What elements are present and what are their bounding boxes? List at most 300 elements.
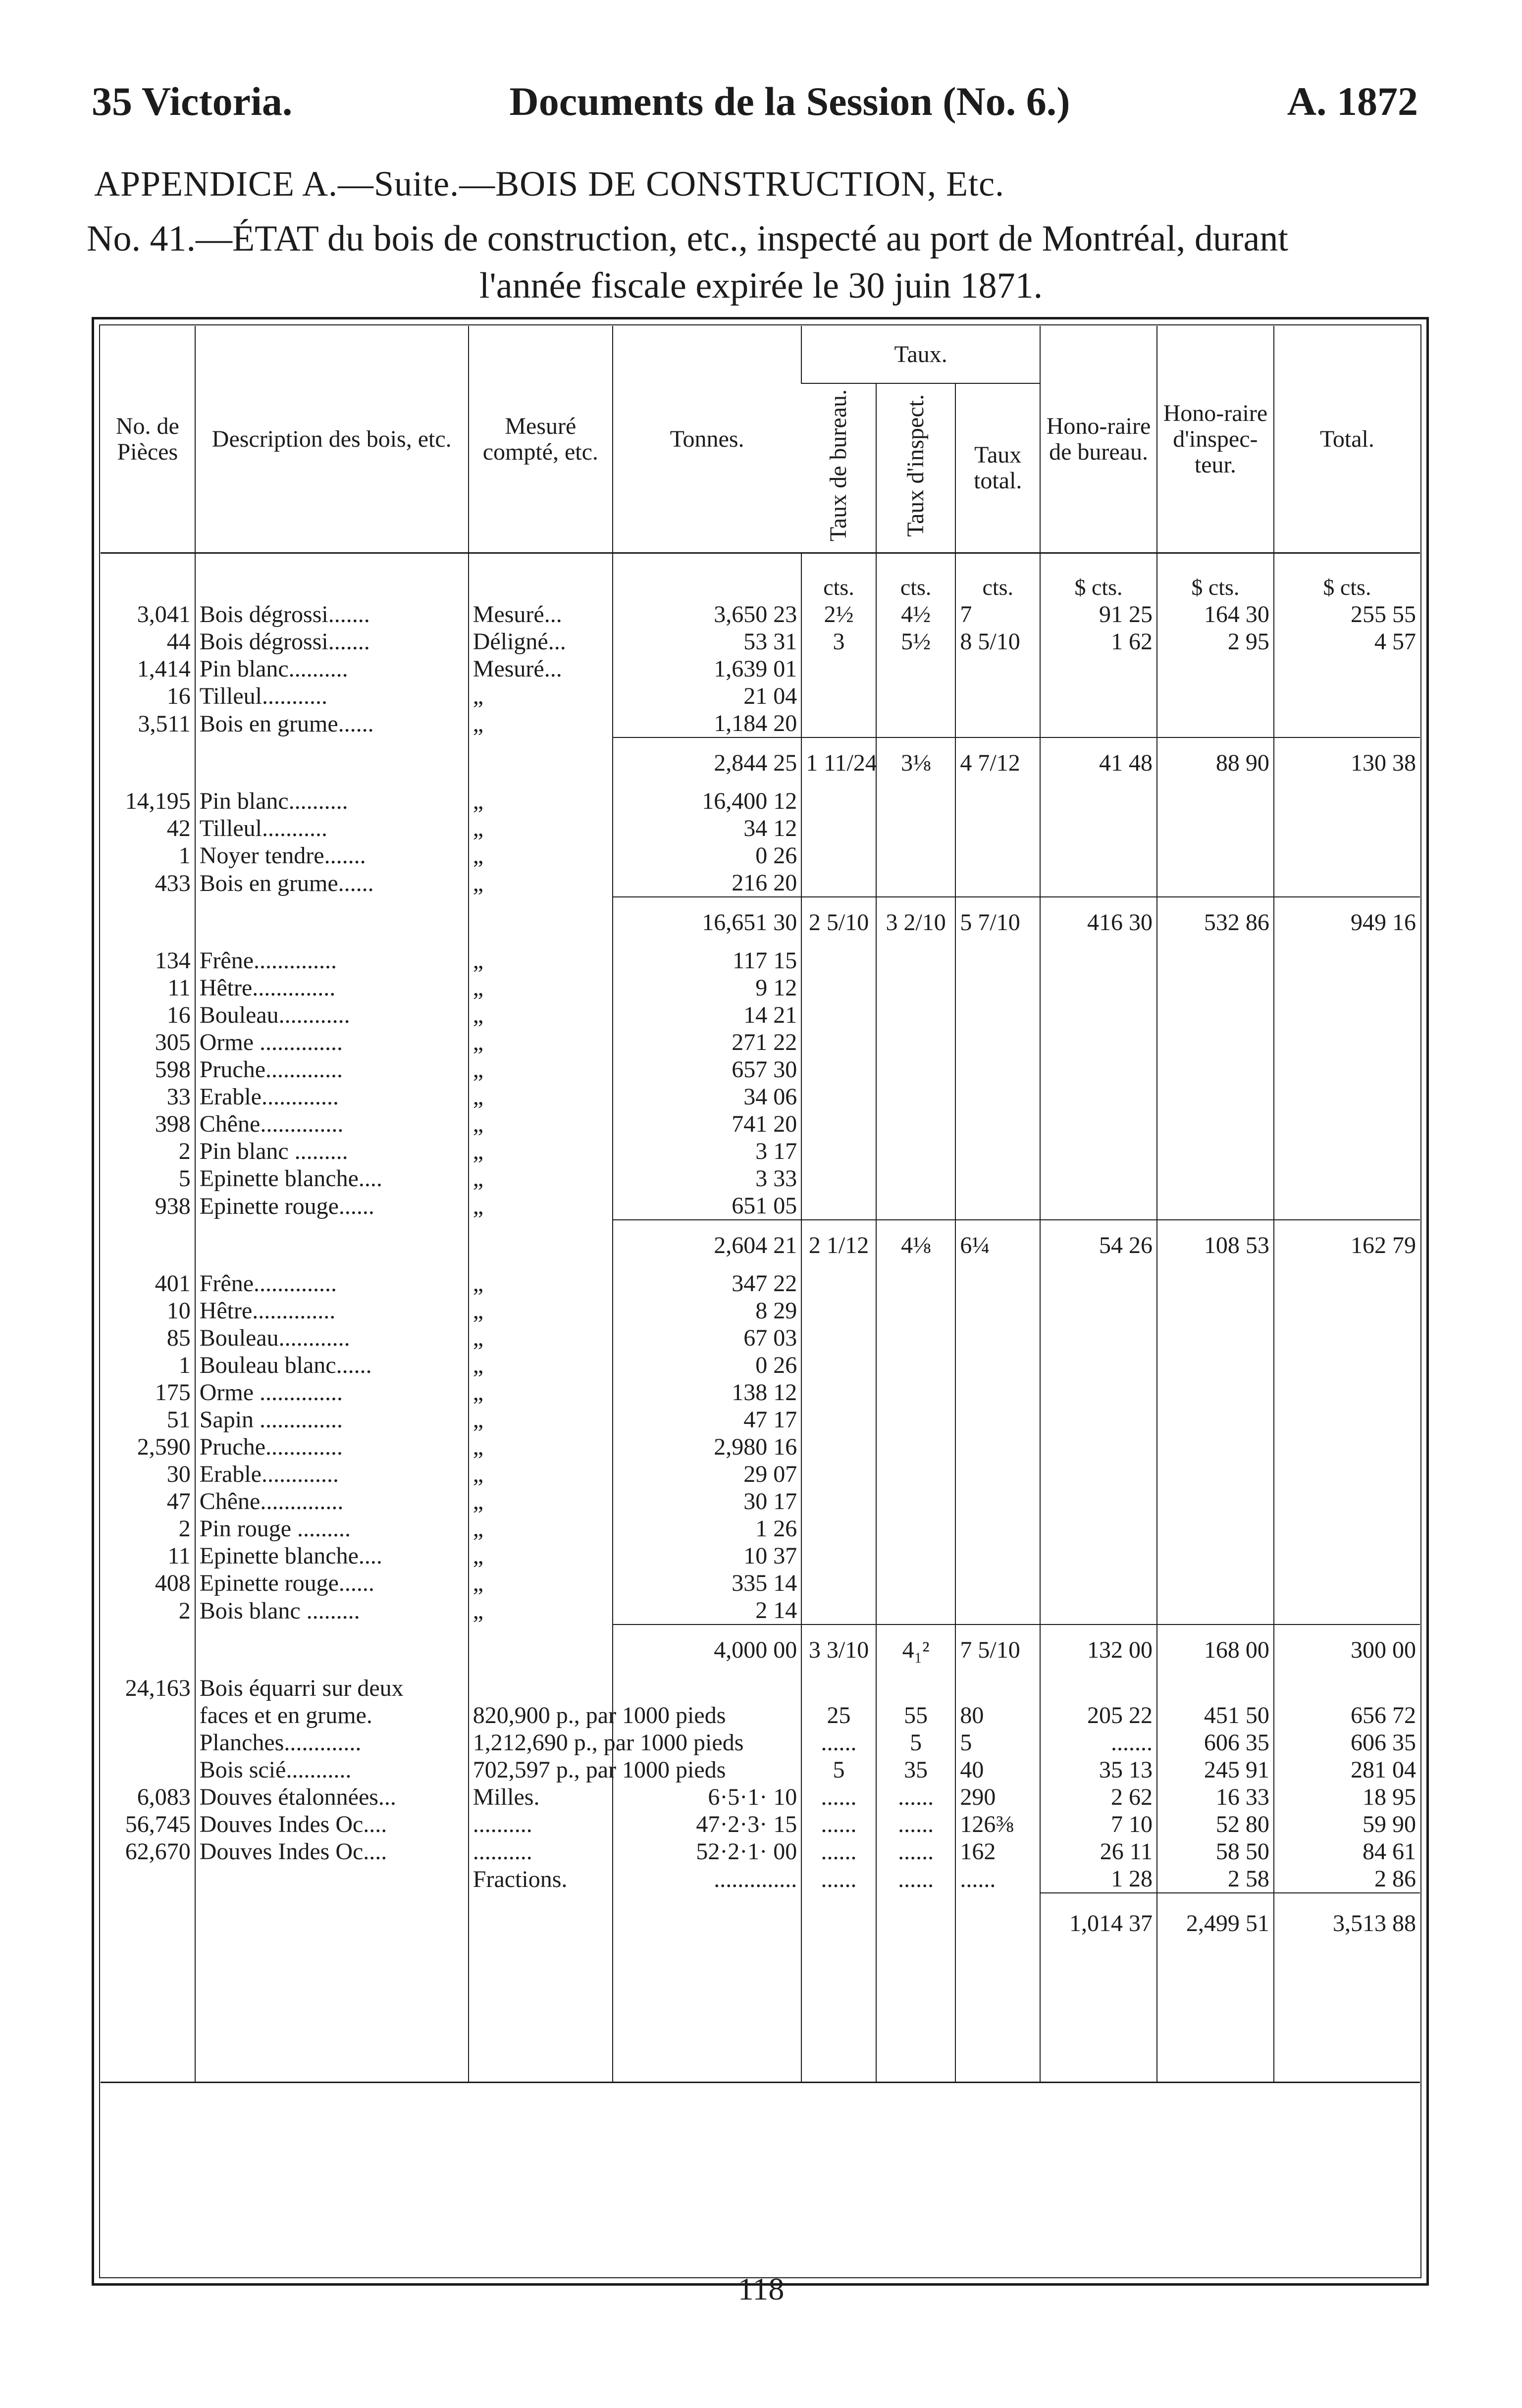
cell-no-pieces: 2 [178, 1516, 191, 1542]
cell-hon-inspecteur: 532 86 [1157, 897, 1274, 947]
cell-taux-bureau: 2 1/12 [801, 1220, 876, 1270]
cell-hon-inspecteur [1157, 1297, 1274, 1324]
cell-mesure: „ [469, 869, 613, 897]
empty-cell [955, 1893, 1040, 1953]
cell-mesure: Milles. [469, 1783, 613, 1811]
cell-taux-bureau [801, 1165, 876, 1192]
cell-hon-inspecteur: 451 50 [1157, 1702, 1274, 1729]
cell-taux-inspect [876, 1515, 956, 1542]
cell-description: Epinette blanche.... [195, 1542, 469, 1570]
cell-hon-bureau: 416 30 [1040, 897, 1157, 947]
cell-taux-bureau [801, 1029, 876, 1056]
cell-taux-total [955, 1379, 1040, 1406]
cell-taux-inspect [876, 1001, 956, 1029]
cell-taux-total [955, 974, 1040, 1001]
cell-no-pieces: 56,745 [125, 1811, 191, 1837]
cell-tonnes: 29 07 [613, 1461, 801, 1488]
cell-tonnes: 216 20 [613, 869, 801, 897]
cell-taux-inspect: 4⅛ [876, 1220, 956, 1270]
cell-description: Pin blanc ......... [195, 1138, 469, 1165]
cell-taux-total: 8 5/10 [955, 628, 1040, 655]
cell-hon-bureau [1040, 710, 1157, 737]
cell-mesure: „ [469, 1270, 613, 1297]
cell-taux-bureau [801, 1110, 876, 1138]
cell-mesure: 820,900 p., par 1000 pieds [469, 1702, 613, 1729]
cell-taux-bureau [801, 1515, 876, 1542]
header-right: A. 1872 [1287, 79, 1418, 124]
cell-taux-bureau [801, 1461, 876, 1488]
cell-mesure: „ [469, 947, 613, 974]
cell-total [1274, 1192, 1420, 1220]
cell-taux-inspect: ...... [876, 1865, 956, 1893]
cell-tonnes: 1 26 [613, 1515, 801, 1542]
header-left: 35 Victoria. [92, 79, 293, 124]
cell-total [1274, 815, 1420, 842]
cell-description: Frêne.............. [195, 1270, 469, 1297]
cell-taux-inspect [876, 1488, 956, 1515]
cell-no-pieces: 598 [155, 1056, 191, 1083]
cell-taux-total [955, 1570, 1040, 1597]
col-hon-inspecteur: Hono-raire d'inspec-teur. [1157, 326, 1274, 553]
empty-cell [469, 1953, 613, 2083]
cell-description: Bois équarri sur deux [195, 1675, 469, 1702]
cell-total [1274, 1270, 1420, 1297]
cell-description [195, 897, 469, 947]
cell-mesure: „ [469, 1056, 613, 1083]
cell-taux-inspect: ...... [876, 1783, 956, 1811]
page-header [92, 74, 1418, 129]
cell-description: Tilleul........... [195, 682, 469, 710]
cell-taux-bureau [801, 1297, 876, 1324]
cell-no-pieces: 408 [155, 1570, 191, 1596]
cell-hon-bureau [1040, 1352, 1157, 1379]
cell-taux-total [955, 1675, 1040, 1702]
cell-hon-inspecteur: 164 30 [1157, 601, 1274, 628]
cell-description: Pin blanc.......... [195, 787, 469, 815]
table-row [101, 1811, 1420, 1838]
col-tonnes: Tonnes. [613, 326, 801, 553]
cell-description [195, 737, 469, 787]
cell-taux-bureau [801, 1083, 876, 1110]
table-row [101, 869, 1420, 897]
cell-description: Frêne.............. [195, 947, 469, 974]
cell-hon-inspecteur [1157, 710, 1274, 737]
empty-cell [876, 1893, 956, 1953]
cell-taux-bureau [801, 842, 876, 869]
cell-description: Epinette rouge...... [195, 1570, 469, 1597]
cell-description [195, 1624, 469, 1675]
cell-hon-bureau [1040, 1001, 1157, 1029]
table-title-line-2: l'année fiscale expirée le 30 juin 1871. [479, 265, 1043, 306]
empty-cell [469, 1893, 613, 1953]
table-row [101, 1297, 1420, 1324]
cell-mesure: „ [469, 1138, 613, 1165]
cell-description: Douves Indes Oc.... [195, 1838, 469, 1865]
cell-no-pieces: 398 [155, 1111, 191, 1137]
cell-hon-bureau [1040, 1270, 1157, 1297]
cell-tonnes: 14 21 [613, 1001, 801, 1029]
table-row [101, 710, 1420, 737]
cell-no-pieces: 10 [166, 1298, 191, 1324]
cell-hon-inspecteur [1157, 1138, 1274, 1165]
cell-hon-inspecteur [1157, 1056, 1274, 1083]
cell-tonnes: 6·5·1· 10 [613, 1783, 801, 1811]
cell-taux-total [955, 682, 1040, 710]
table-row [101, 1379, 1420, 1406]
cell-taux-bureau: 2 5/10 [801, 897, 876, 947]
cell-taux-inspect [876, 974, 956, 1001]
cell-total [1274, 1515, 1420, 1542]
cell-description: Erable............. [195, 1083, 469, 1110]
cell-description: Bois en grume...... [195, 869, 469, 897]
cell-hon-inspecteur: 52 80 [1157, 1811, 1274, 1838]
cell-mesure: „ [469, 682, 613, 710]
cell-hon-bureau [1040, 682, 1157, 710]
cell-mesure: „ [469, 1029, 613, 1056]
cell-tonnes: 347 22 [613, 1270, 801, 1297]
cell-taux-total [955, 1165, 1040, 1192]
cell-description: Epinette rouge...... [195, 1192, 469, 1220]
cell-total: 949 16 [1274, 897, 1420, 947]
cell-taux-total [955, 787, 1040, 815]
cell-taux-inspect: 55 [876, 1702, 956, 1729]
cell-mesure: „ [469, 1110, 613, 1138]
cell-no-pieces [101, 1756, 195, 1783]
empty-cell [876, 1953, 956, 2083]
cell-hon-bureau: 54 26 [1040, 1220, 1157, 1270]
cell-hon-bureau: 91 25 [1040, 601, 1157, 628]
cell-description: Pin blanc.......... [195, 655, 469, 682]
cell-hon-bureau [1040, 947, 1157, 974]
empty-cell [955, 1953, 1040, 2083]
cell-taux-bureau [801, 1001, 876, 1029]
cell-taux-inspect [876, 682, 956, 710]
cell-taux-bureau [801, 1675, 876, 1702]
cell-taux-bureau [801, 1192, 876, 1220]
cell-mesure: „ [469, 974, 613, 1001]
cell-no-pieces: 175 [155, 1379, 191, 1406]
cell-total: 84 61 [1274, 1838, 1420, 1865]
cell-total [1274, 1056, 1420, 1083]
subtotal-row [101, 737, 1420, 787]
cell-taux-total [955, 1433, 1040, 1461]
cell-hon-bureau [1040, 1110, 1157, 1138]
appendix-title: APPENDICE A.—Suite.—BOIS DE CONSTRUCTION, Etc. [94, 164, 1005, 204]
cell-mesure [469, 1624, 613, 1675]
col-description: Description des bois, etc. [195, 326, 469, 553]
cell-hon-inspecteur: 108 53 [1157, 1220, 1274, 1270]
cell-hon-bureau [1040, 1488, 1157, 1515]
cell-hon-inspecteur [1157, 1192, 1274, 1220]
cell-taux-inspect: ...... [876, 1838, 956, 1865]
cell-tonnes: 117 15 [613, 947, 801, 974]
cell-taux-inspect: 3 2/10 [876, 897, 956, 947]
cell-hon-bureau [1040, 1515, 1157, 1542]
cell-mesure: 702,597 p., par 1000 pieds [469, 1756, 613, 1783]
cell-no-pieces: 433 [155, 870, 191, 896]
cell-taux-total: 80 [955, 1702, 1040, 1729]
cell-total [1274, 1406, 1420, 1433]
cell-taux-inspect [876, 1324, 956, 1352]
cell-taux-total [955, 1083, 1040, 1110]
cell-description: Noyer tendre....... [195, 842, 469, 869]
col-no-pieces: No. de Pièces [115, 413, 179, 465]
cell-no-pieces: 42 [166, 815, 191, 841]
cell-total [1274, 655, 1420, 682]
cell-tonnes: 10 37 [613, 1542, 801, 1570]
cell-taux-total [955, 655, 1040, 682]
cell-taux-inspect [876, 1542, 956, 1570]
empty-cell [195, 1953, 469, 2083]
cell-no-pieces: 6,083 [137, 1784, 191, 1810]
cell-tonnes: 52·2·1· 00 [613, 1838, 801, 1865]
cell-tonnes: 34 12 [613, 815, 801, 842]
cell-no-pieces: 16 [166, 683, 191, 709]
cell-hon-inspecteur [1157, 655, 1274, 682]
cell-taux-inspect: 5½ [876, 628, 956, 655]
cell-total: 130 38 [1274, 737, 1420, 787]
cell-description: Bouleau............ [195, 1001, 469, 1029]
col-total: Total. [1274, 326, 1420, 553]
cell-mesure: „ [469, 1406, 613, 1433]
cell-hon-bureau [1040, 1433, 1157, 1461]
cell-total: 162 79 [1274, 1220, 1420, 1270]
table-footer-blank [101, 2083, 1420, 2252]
cell-no-pieces: 401 [155, 1270, 191, 1297]
cell-hon-bureau: 7 10 [1040, 1811, 1157, 1838]
cell-description: Bois en grume...... [195, 710, 469, 737]
cell-no-pieces: 3,041 [137, 601, 191, 628]
header-center: Documents de la Session (No. 6.) [509, 79, 1070, 124]
cell-no-pieces: 3,511 [138, 710, 191, 737]
empty-cell [101, 2083, 1420, 2252]
cell-tonnes: 2,844 25 [613, 737, 801, 787]
cell-taux-bureau [801, 1406, 876, 1433]
cell-hon-bureau: 35 13 [1040, 1756, 1157, 1783]
cell-mesure: „ [469, 815, 613, 842]
cell-tonnes: 0 26 [613, 1352, 801, 1379]
cell-taux-bureau: 25 [801, 1702, 876, 1729]
cell-hon-inspecteur [1157, 1406, 1274, 1433]
table-row [101, 1110, 1420, 1138]
cell-no-pieces: 11 [167, 975, 191, 1001]
cell-hon-inspecteur [1157, 1110, 1274, 1138]
cell-description: Orme .............. [195, 1029, 469, 1056]
cell-mesure [469, 1220, 613, 1270]
cell-hon-inspecteur: 606 35 [1157, 1729, 1274, 1756]
cell-mesure: „ [469, 1461, 613, 1488]
cell-mesure: „ [469, 1597, 613, 1624]
cell-taux-total [955, 1324, 1040, 1352]
cell-taux-total: 5 7/10 [955, 897, 1040, 947]
cell-tonnes: 8 29 [613, 1297, 801, 1324]
cell-total: 300 00 [1274, 1624, 1420, 1675]
empty-cell [1157, 1953, 1274, 2083]
table-row [101, 1433, 1420, 1461]
empty-cell [101, 1953, 195, 2083]
table-row [101, 1729, 1420, 1756]
cell-total [1274, 1083, 1420, 1110]
cell-taux-total [955, 815, 1040, 842]
empty-cell [101, 1893, 195, 1953]
cell-total [1274, 1488, 1420, 1515]
cell-taux-bureau [801, 1324, 876, 1352]
cell-taux-bureau [801, 1488, 876, 1515]
cell-taux-total [955, 1192, 1040, 1220]
cell-taux-total: 7 5/10 [955, 1624, 1040, 1675]
cell-taux-bureau [801, 974, 876, 1001]
cell-tonnes: 2,604 21 [613, 1220, 801, 1270]
cell-hon-bureau [1040, 1297, 1157, 1324]
col-mesure: Mesuré compté, etc. [469, 326, 613, 553]
cell-description: Chêne.............. [195, 1110, 469, 1138]
cell-taux-bureau [801, 815, 876, 842]
table-row [101, 1570, 1420, 1597]
cell-taux-inspect [876, 1297, 956, 1324]
cell-taux-total [955, 947, 1040, 974]
cell-tonnes: 53 31 [613, 628, 801, 655]
cell-tonnes: 2,980 16 [613, 1433, 801, 1461]
cell-total [1274, 1433, 1420, 1461]
cell-mesure: „ [469, 1165, 613, 1192]
cell-tonnes: 2 14 [613, 1597, 801, 1624]
cell-tonnes: 34 06 [613, 1083, 801, 1110]
cell-hon-bureau [1040, 787, 1157, 815]
cell-description: Pruche............. [195, 1056, 469, 1083]
empty-cell [1040, 1953, 1157, 2083]
cell-description: Bois dégrossi....... [195, 628, 469, 655]
unit-cts: cts. [876, 574, 956, 601]
cell-taux-inspect [876, 787, 956, 815]
cell-taux-total: 4 7/12 [955, 737, 1040, 787]
cell-taux-bureau [801, 1270, 876, 1297]
cell-taux-bureau [801, 1352, 876, 1379]
cell-taux-bureau [801, 1597, 876, 1624]
cell-taux-inspect [876, 1406, 956, 1433]
cell-tonnes: 47·2·3· 15 [613, 1811, 801, 1838]
cell-hon-inspecteur [1157, 1379, 1274, 1406]
cell-taux-total [955, 1270, 1040, 1297]
cell-hon-bureau [1040, 842, 1157, 869]
cell-taux-bureau: ...... [801, 1838, 876, 1865]
cell-hon-bureau [1040, 1675, 1157, 1702]
page-number: 118 [737, 2271, 785, 2306]
cell-tonnes: 16,400 12 [613, 787, 801, 815]
table-row [101, 1542, 1420, 1570]
cell-mesure: „ [469, 1570, 613, 1597]
cell-no-pieces: 44 [166, 628, 191, 655]
cell-no-pieces: 1 [178, 842, 191, 869]
cell-taux-inspect [876, 655, 956, 682]
cell-taux-total [955, 869, 1040, 897]
cell-taux-total [955, 1001, 1040, 1029]
cell-taux-bureau [801, 1570, 876, 1597]
table-row [101, 842, 1420, 869]
cell-taux-inspect [876, 1110, 956, 1138]
grand-total: 3,513 88 [1274, 1893, 1420, 1953]
table-row [101, 947, 1420, 974]
cell-hon-bureau [1040, 1461, 1157, 1488]
table-row [101, 1406, 1420, 1433]
cell-mesure [469, 897, 613, 947]
cell-mesure: .......... [469, 1811, 613, 1838]
cell-hon-bureau [1040, 974, 1157, 1001]
cell-total [1274, 1542, 1420, 1570]
cell-taux-bureau: 3 [801, 628, 876, 655]
col-taux-bureau: Taux de bureau. [801, 383, 876, 553]
table-row [101, 655, 1420, 682]
cell-hon-inspecteur [1157, 1461, 1274, 1488]
cell-taux-inspect [876, 947, 956, 974]
table-title-line-1: No. 41.—ÉTAT du bois de construction, etc., inspecté au port de Montréal, durant [87, 218, 1288, 259]
cell-taux-bureau: ...... [801, 1811, 876, 1838]
cell-hon-inspecteur [1157, 869, 1274, 897]
cell-tonnes: 1,639 01 [613, 655, 801, 682]
cell-hon-bureau: 41 48 [1040, 737, 1157, 787]
cell-no-pieces: 33 [166, 1084, 191, 1110]
cell-taux-total [955, 1597, 1040, 1624]
cell-tonnes: 67 03 [613, 1324, 801, 1352]
col-taux-total: Taux total. [955, 383, 1040, 553]
cell-mesure: „ [469, 1324, 613, 1352]
cell-mesure: „ [469, 1083, 613, 1110]
cell-taux-inspect: 5 [876, 1729, 956, 1756]
cell-total: 4 57 [1274, 628, 1420, 655]
cell-description [195, 1220, 469, 1270]
unit-dollar-cts: $ cts. [1157, 574, 1274, 601]
cell-taux-inspect [876, 1192, 956, 1220]
table-body [101, 553, 1420, 2252]
cell-tonnes: 3 33 [613, 1165, 801, 1192]
cell-description: faces et en grume. [195, 1702, 469, 1729]
cell-description: Douves Indes Oc.... [195, 1811, 469, 1838]
table-row [101, 1783, 1420, 1811]
table-row [101, 1756, 1420, 1783]
cell-total [1274, 1379, 1420, 1406]
cell-no-pieces: 2 [178, 1138, 191, 1164]
cell-tonnes: 741 20 [613, 1110, 801, 1138]
cell-total [1274, 947, 1420, 974]
cell-taux-total: 40 [955, 1756, 1040, 1783]
cell-tonnes: 271 22 [613, 1029, 801, 1056]
cell-taux-inspect [876, 1056, 956, 1083]
cell-no-pieces: 2 [178, 1597, 191, 1624]
cell-mesure: „ [469, 1488, 613, 1515]
cell-no-pieces: 305 [155, 1029, 191, 1055]
cell-hon-bureau [1040, 1406, 1157, 1433]
cell-total [1274, 869, 1420, 897]
cell-hon-inspecteur: 88 90 [1157, 737, 1274, 787]
cell-hon-bureau [1040, 1165, 1157, 1192]
cell-taux-inspect [876, 1597, 956, 1624]
cell-taux-total [955, 1138, 1040, 1165]
cell-hon-inspecteur [1157, 682, 1274, 710]
empty-cell [801, 1893, 876, 1953]
cell-hon-bureau: 2 62 [1040, 1783, 1157, 1811]
cell-taux-total [955, 1352, 1040, 1379]
cell-taux-bureau [801, 1433, 876, 1461]
cell-taux-inspect: ...... [876, 1811, 956, 1838]
cell-taux-total [955, 1110, 1040, 1138]
cell-hon-inspecteur [1157, 1352, 1274, 1379]
cell-taux-total [955, 710, 1040, 737]
cell-taux-inspect [876, 1165, 956, 1192]
table-row [101, 1702, 1420, 1729]
cell-taux-inspect: 4½ [876, 601, 956, 628]
units-row [101, 574, 1420, 601]
cell-no-pieces: 62,670 [125, 1838, 191, 1865]
cell-taux-bureau [801, 655, 876, 682]
